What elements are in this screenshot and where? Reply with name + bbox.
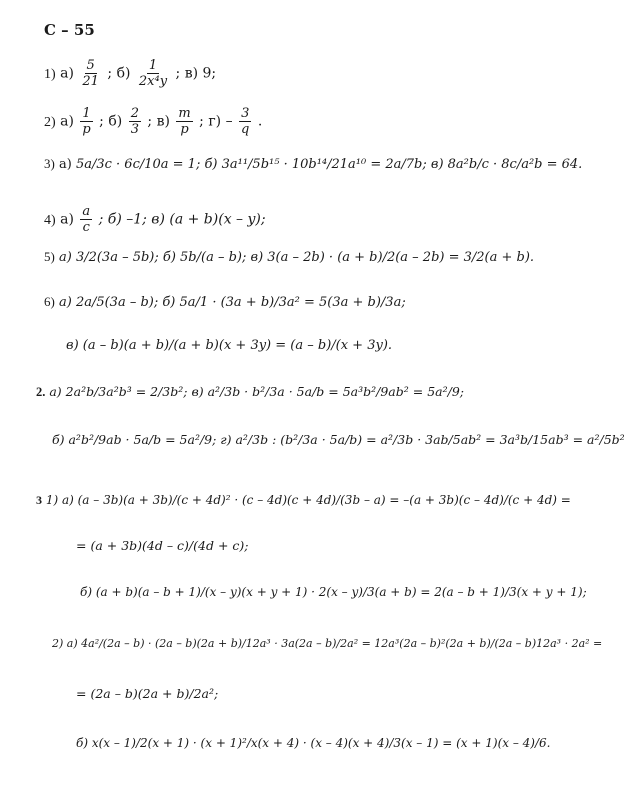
task3-line3: б) (a + b)(a – b + 1)/(x – y)(x + y + 1) · 2(x – y)/3(a + b) = 2(a – b + 1)/3(x + y + 1); bbox=[80, 585, 587, 599]
task1-line1: 1) а) $\frac{5}{21}$ ; б) $\frac{1}{\text{2x⁴y}}$ ; в) 9; bbox=[44, 58, 217, 89]
task3-line1: 3 1) а) (a – 3b)(a + 3b)/(c + 4d)² · (c – 4d)(c + 4d)/(3b – a) = –(a + 3b)(c – 4d)/(c + 4d) = bbox=[36, 493, 571, 507]
task1-line2: 2) а) $\frac{1}{p}$ ; б) $\frac{2}{3}$ ; в) $\frac{m}{p}$ ; г) – $\frac{3}{q}$ . bbox=[44, 106, 263, 137]
fraction: $\frac{1}{\text{2x⁴y}}$ bbox=[138, 58, 168, 89]
page-title: С – 55 bbox=[44, 21, 95, 39]
fraction: $\frac{3}{q}$ bbox=[241, 106, 250, 137]
task3-line2: = (a + 3b)(4d – c)/(4d + c); bbox=[76, 538, 249, 553]
fraction: $\frac{m}{p}$ bbox=[178, 106, 191, 137]
task3-line4: 2) а) 4a²/(2a – b) · (2a – b)(2a + b)/12a³ · 3a(2a – b)/2a² = 12a³(2a – b)²(2a + b)/(2a – b)12a³ · 2a² = bbox=[52, 637, 603, 650]
task3-line6: б) x(x – 1)/2(x + 1) · (x + 1)²/x(x + 4) · (x – 4)(x + 4)/3(x – 1) = (x + 1)(x – 4)/6. bbox=[76, 736, 551, 750]
fraction: $\frac{1}{p}$ bbox=[82, 106, 91, 137]
fraction: $\frac{a}{c}$ bbox=[82, 204, 91, 235]
task1-line3: 3) а) 5a/3c · 6c/10a = 1; б) 3a¹¹/5b¹⁵ · 10b¹⁴/21a¹⁰ = 2a/7b; в) 8a²b/c · 8c/a²b = 64. bbox=[44, 156, 583, 172]
task2-line2: б) a²b²/9ab · 5a/b = 5a²/9; г) a²/3b : (b²/3a · 5a/b) = a²/3b · 3ab/5ab² = 3a³b/15ab³ = a²/5b² bbox=[52, 432, 625, 447]
task2-line1: 2. а) 2a²b/3a²b³ = 2/3b²; в) a²/3b · b²/3a · 5a/b = 5a³b²/9ab² = 5a²/9; bbox=[36, 384, 464, 399]
task1-line5: 5) а) 3/2(3a – 5b); б) 5b/(a – b); в) 3(a – 2b) · (a + b)/2(a – 2b) = 3/2(a + b). bbox=[44, 249, 535, 265]
fraction: $\frac{2}{3}$ bbox=[130, 106, 139, 137]
task1-line7: в) (a – b)(a + b)/(a + b)(x + 3y) = (a – b)/(x + 3y). bbox=[66, 338, 393, 353]
task1-line4: 4) а) $\frac{a}{c}$ ; б) –1; в) (a + b)(x – y); bbox=[44, 204, 266, 235]
task3-line5: = (2a – b)(2a + b)/2a²; bbox=[76, 686, 219, 701]
fraction: $\frac{5}{21}$ bbox=[82, 58, 99, 89]
task1-line6: 6) а) 2a/5(3a – b); б) 5a/1 · (3a + b)/3a² = 5(3a + b)/3a; bbox=[44, 294, 406, 310]
